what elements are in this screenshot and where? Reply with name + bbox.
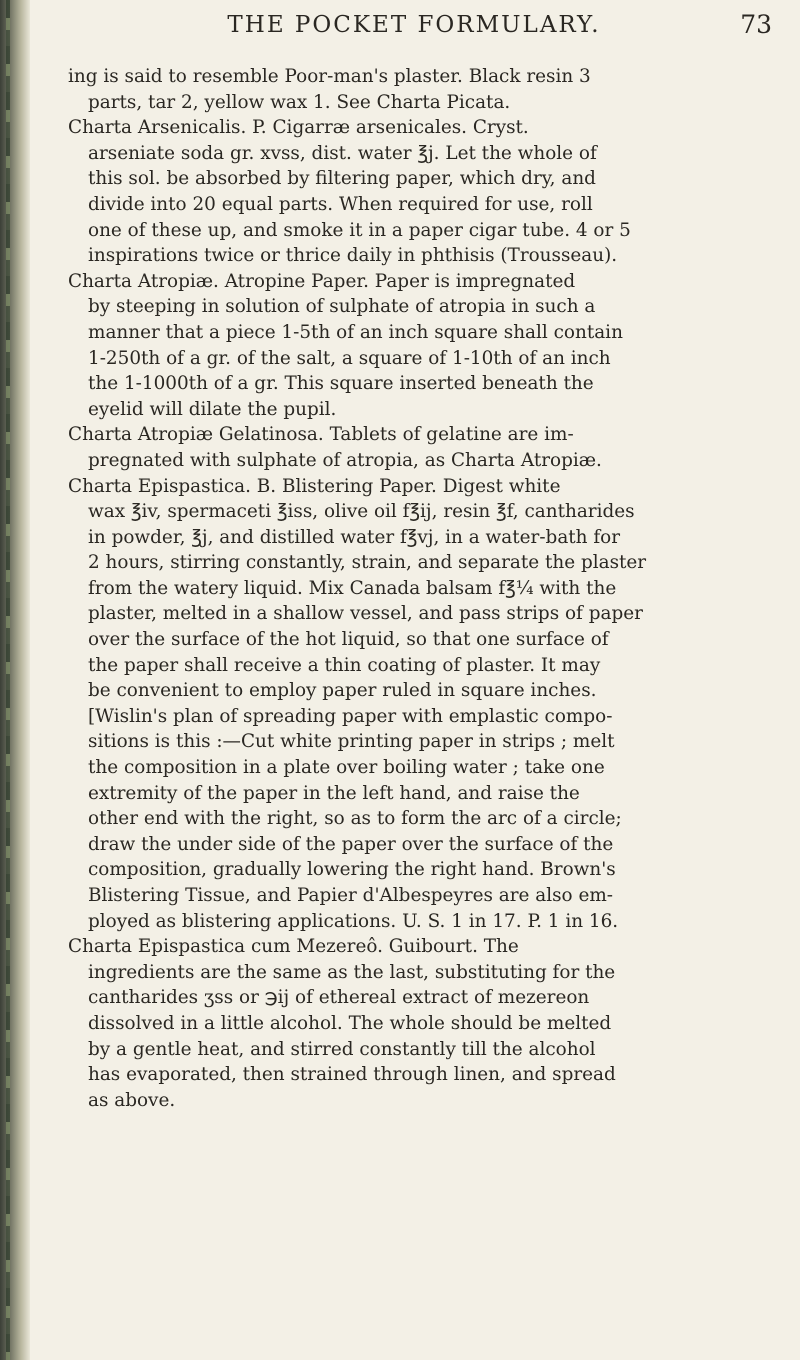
- running-head: [44, 6, 784, 40]
- text-line: one of these up, and smoke it in a paper cigar tube. 4 or 5: [88, 219, 631, 241]
- text-line: wax ℥iv, spermaceti ℥iss, olive oil f℥ij, resin ℥f, cantharides: [88, 501, 635, 523]
- text-line: by a gentle heat, and stirred constantly till the alcohol: [88, 1038, 596, 1060]
- book-binding-edge: [0, 0, 30, 1360]
- text-line: this sol. be absorbed by filtering paper, which dry, and: [88, 168, 596, 190]
- text-line: divide into 20 equal parts. When required for use, roll: [88, 193, 593, 215]
- text-line: ingredients are the same as the last, substituting for the: [88, 961, 616, 983]
- text-line: parts, tar 2, yellow wax 1. See Charta Picata.: [88, 91, 511, 113]
- book-page: [44, 0, 784, 1360]
- entry-charta-arsenicalis: Charta Arsenicalis. P. Cigarræ arsenicales. Cryst.: [68, 117, 529, 139]
- entry-charta-atropiae: Charta Atropiæ. Atropine Paper. Paper is impregnated: [68, 270, 576, 292]
- page-number: 73: [740, 10, 772, 39]
- text-line: has evaporated, then strained through linen, and spread: [88, 1064, 616, 1086]
- text-line: pregnated with sulphate of atropia, as Charta Atropiæ.: [88, 449, 602, 471]
- text-line: the composition in a plate over boiling water ; take one: [88, 757, 605, 779]
- text-line: by steeping in solution of sulphate of atropia in such a: [88, 296, 596, 318]
- text-line: inspirations twice or thrice daily in phthisis (Trousseau).: [88, 245, 618, 267]
- entry-charta-atropiae-gelatinosa: Charta Atropiæ Gelatinosa. Tablets of gelatine are im-: [68, 424, 574, 446]
- text-line: as above.: [88, 1089, 176, 1111]
- text-line: other end with the right, so as to form the arc of a circle;: [88, 808, 622, 830]
- text-line: composition, gradually lowering the right hand. Brown's: [88, 859, 616, 881]
- entry-charta-epispastica-cum-mezereo: Charta Epispastica cum Mezereô. Guibourt. The: [68, 936, 519, 958]
- text-line: [Wislin's plan of spreading paper with emplastic compo-: [88, 705, 613, 727]
- text-line: ployed as blistering applications. U. S. 1 in 17. P. 1 in 16.: [88, 910, 619, 932]
- text-line: manner that a piece 1-5th of an inch square shall contain: [88, 321, 623, 343]
- text-line: 1-250th of a gr. of the salt, a square of 1-10th of an inch: [88, 347, 611, 369]
- body-text: [68, 64, 764, 1113]
- text-line: over the surface of the hot liquid, so that one surface of: [88, 629, 609, 651]
- text-line: sitions is this :—Cut white printing paper in strips ; melt: [88, 731, 615, 753]
- text-line: the 1-1000th of a gr. This square inserted beneath the: [88, 373, 594, 395]
- text-line: 2 hours, stirring constantly, strain, and separate the plaster: [88, 552, 647, 574]
- text-line: from the watery liquid. Mix Canada balsam f℥¼ with the: [88, 577, 617, 599]
- running-title: THE POCKET FORMULARY.: [227, 12, 601, 38]
- text-line: the paper shall receive a thin coating of plaster. It may: [88, 654, 601, 676]
- text-line: ing is said to resemble Poor-man's plaster. Black resin 3: [68, 66, 591, 87]
- text-line: eyelid will dilate the pupil.: [88, 398, 337, 420]
- text-line: be convenient to employ paper ruled in square inches.: [88, 680, 597, 702]
- text-line: draw the under side of the paper over the surface of the: [88, 833, 614, 855]
- text-line: cantharides ʒss or ℈ij of ethereal extract of mezereon: [88, 987, 590, 1009]
- text-line: in powder, ℥j, and distilled water f℥vj, in a water-bath for: [88, 526, 621, 548]
- text-line: extremity of the paper in the left hand, and raise the: [88, 782, 580, 804]
- entry-charta-epispastica: Charta Epispastica. B. Blistering Paper. Digest white: [68, 475, 561, 497]
- text-line: plaster, melted in a shallow vessel, and pass strips of paper: [88, 603, 643, 625]
- text-line: dissolved in a little alcohol. The whole should be melted: [88, 1012, 612, 1034]
- text-line: arseniate soda gr. xvss, dist. water ℥j. Let the whole of: [88, 142, 597, 164]
- text-line: Blistering Tissue, and Papier d'Albespeyres are also em-: [88, 885, 613, 906]
